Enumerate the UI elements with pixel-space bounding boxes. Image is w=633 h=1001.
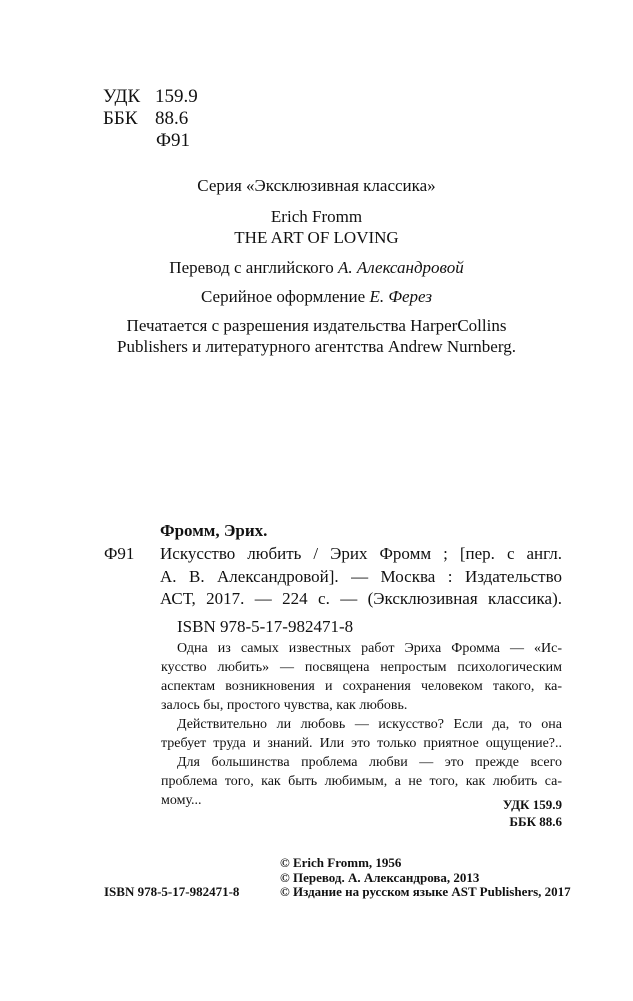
annotation-line: Действительно ли любовь — искусство? Если да, то она: [177, 717, 562, 732]
annotation-line: залось бы, простого чувства, как любовь.: [161, 698, 408, 713]
translator-credit: [0, 258, 633, 278]
bibliographic-line-1: Искусство любить / Эрих Фромм ; [пер. с англ.: [160, 544, 562, 563]
designer-prefix: Серийное оформление: [201, 287, 370, 306]
udk-value: 159.9: [155, 86, 198, 107]
designer-name: Е. Ферез: [369, 287, 432, 306]
series-name: Серия «Эксклюзивная классика»: [197, 176, 436, 195]
permission-line-2: Publishers и литературного агентства Andrew Nurnberg.: [117, 337, 516, 356]
designer-credit: [0, 287, 633, 307]
annotation-line: требует труда и знаний. Или это только приятное ощущение?..: [161, 736, 562, 751]
annotation-line: проблема того, как быть любимым, а не того, как любить са-: [161, 774, 562, 789]
translator-name: А. Александровой: [337, 258, 464, 277]
original-author: Erich Fromm: [270, 207, 363, 226]
annotation-line: Для большинства проблема любви — это прежде всего: [177, 755, 562, 770]
udk-label: УДК: [103, 86, 141, 107]
bbk-code-bottom: ББК 88.6: [509, 814, 562, 829]
bbk-label: ББК: [103, 108, 138, 129]
original-title: THE ART OF LOVING: [234, 228, 399, 247]
copyright-line-1: © Erich Fromm, 1956: [280, 855, 402, 870]
translator-prefix: Перевод с английского: [169, 258, 338, 277]
bbk-code-top: [103, 108, 188, 130]
bibliographic-line-2: А. В. Александровой]. — Москва : Издательство: [160, 567, 562, 586]
udk-code-bottom: УДК 159.9: [502, 797, 562, 812]
bibliographic-author-heading: Фромм, Эрих.: [160, 521, 268, 540]
author-code-top: Ф91: [156, 130, 191, 151]
copyright-line-3: © Издание на русском языке AST Publishers, 2017: [280, 884, 571, 899]
copyright-line-2: © Перевод. А. Александрова, 2013: [280, 870, 480, 885]
bibliographic-code: Ф91: [104, 544, 135, 563]
annotation-line: Одна из самых известных работ Эриха Фромма — «Ис-: [177, 641, 562, 656]
bbk-value: 88.6: [155, 108, 189, 129]
isbn-bottom: ISBN 978-5-17-982471-8: [104, 884, 240, 899]
annotation-line: мому...: [161, 793, 202, 808]
annotation-line: кусство любить» — посвящена непростым психологическим: [161, 660, 562, 675]
bibliographic-isbn: ISBN 978-5-17-982471-8: [177, 617, 354, 636]
udk-code-top: [103, 86, 198, 108]
permission-line-1: Печатается с разрешения издательства HarperCollins: [126, 316, 507, 335]
annotation-line: аспектам возникновения и сохранения человеком такого, ка-: [161, 679, 562, 694]
bibliographic-line-3: АСТ, 2017. — 224 с. — (Эксклюзивная классика).: [160, 589, 562, 608]
